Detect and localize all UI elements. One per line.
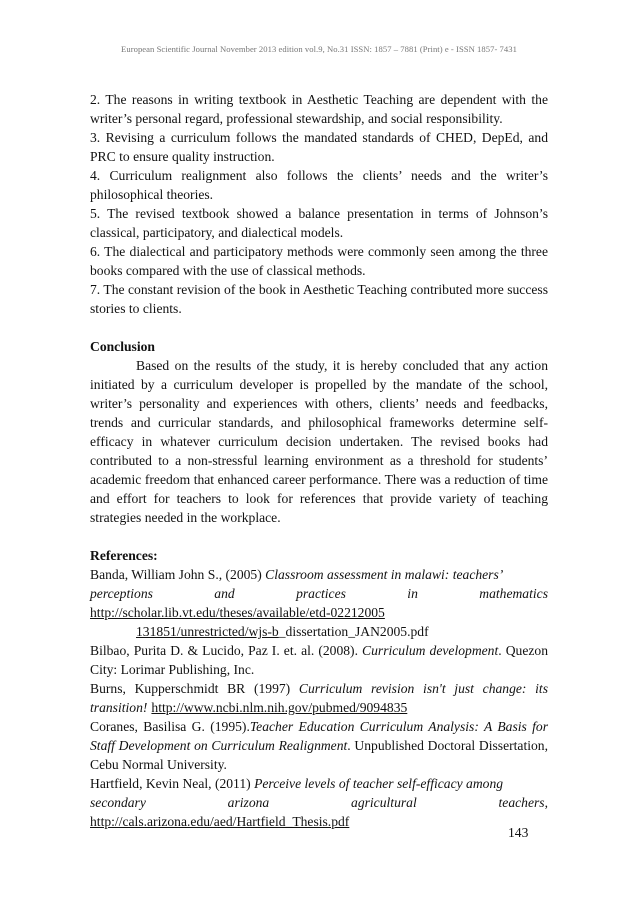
page-number: 143 <box>508 825 529 840</box>
conclusion-section <box>90 337 548 527</box>
reference-link-continued[interactable]: 131851/unrestricted/wjs-b <box>136 624 279 639</box>
findings-list <box>90 90 548 318</box>
reference-authors: Burns, Kupperschmidt BR (1997) <box>90 681 299 696</box>
reference-publisher: . Unpublished Doctoral Dissertation, Cebu Normal University. <box>90 738 548 772</box>
reference-authors: Banda, William John S., (2005) <box>90 567 266 582</box>
finding-item: 4. Curriculum realignment also follows the clients’ needs and the writer’s philosophical theories. <box>90 168 548 202</box>
references-heading: References: <box>90 548 158 563</box>
reference-item <box>90 641 548 679</box>
reference-title: Teacher Education Curriculum Analysis: A Basis for Staff Development on Curriculum Realignment <box>90 719 549 753</box>
finding-item: 7. The constant revision of the book in Aesthetic Teaching contributed more success stories to clients. <box>90 282 548 316</box>
finding-item: 3. Revising a curriculum follows the mandated standards of CHED, DepEd, and PRC to ensure quality instruction. <box>90 130 548 164</box>
reference-title-continued: perceptions and practices in mathematics <box>90 586 548 601</box>
reference-authors: Bilbao, Purita D. & Lucido, Paz I. et. al. (2008). <box>90 643 363 658</box>
reference-link-tail: _dissertation_JAN2005.pdf <box>278 624 429 639</box>
running-head: European Scientific Journal November 2013 edition vol.9, No.31 ISSN: 1857 – 7881 (Print) e - ISSN 1857- 7431 <box>121 44 517 54</box>
finding-item: 6. The dialectical and participatory methods were commonly seen among the three books compared with the use of classical methods. <box>90 244 548 278</box>
page-body <box>90 90 548 831</box>
reference-publisher: . Quezon City: Lorimar Publishing, Inc. <box>90 643 548 677</box>
reference-link[interactable]: http://scholar.lib.vt.edu/theses/available/etd-02212005 <box>90 605 385 620</box>
reference-item <box>90 717 548 774</box>
reference-item <box>90 679 548 717</box>
conclusion-heading: Conclusion <box>90 339 155 354</box>
reference-authors: Hartfield, Kevin Neal, (2011) <box>90 776 255 791</box>
finding-item: 2. The reasons in writing textbook in Aesthetic Teaching are dependent with the writer’s personal regard, professional stewardship, and social responsibility. <box>90 92 548 126</box>
reference-authors: Coranes, Basilisa G. (1995). <box>90 719 250 734</box>
finding-item: 5. The revised textbook showed a balance presentation in terms of Johnson’s classical, participatory, and dialectical models. <box>90 206 548 240</box>
reference-title: Classroom assessment in malawi: teachers’ <box>265 567 504 582</box>
reference-item <box>90 565 548 641</box>
references-section <box>90 546 548 831</box>
reference-punctuation: , <box>544 795 548 810</box>
reference-title: Curriculum development <box>362 643 499 658</box>
reference-title: Curriculum revision isn't just change: its transition! <box>90 681 548 715</box>
conclusion-body: Based on the results of the study, it is hereby concluded that any action initiated by a curriculum developer is propelled by the mandate of the school, writer’s personality and experiences with others, clients’ needs and feedbacks, trends and curricular standards, and philosophical frameworks determine self-efficacy in whatever curriculum decision undertaken. The revised books had contributed to a non-stressful learning environment as a threshold for students’ academic freedom that enhanced career performance. There was a reduction of time and effort for teachers to look for references that provide variety of teaching strategies needed in the workplace. <box>90 358 548 525</box>
reference-item <box>90 774 548 831</box>
reference-link[interactable]: http://cals.arizona.edu/aed/Hartfield_Thesis.pdf <box>90 814 350 829</box>
reference-link[interactable]: http://www.ncbi.nlm.nih.gov/pubmed/9094835 <box>151 700 408 715</box>
reference-title-continued: secondary arizona agricultural teachers <box>90 795 545 810</box>
reference-title: Perceive levels of teacher self-efficacy among <box>254 776 504 791</box>
